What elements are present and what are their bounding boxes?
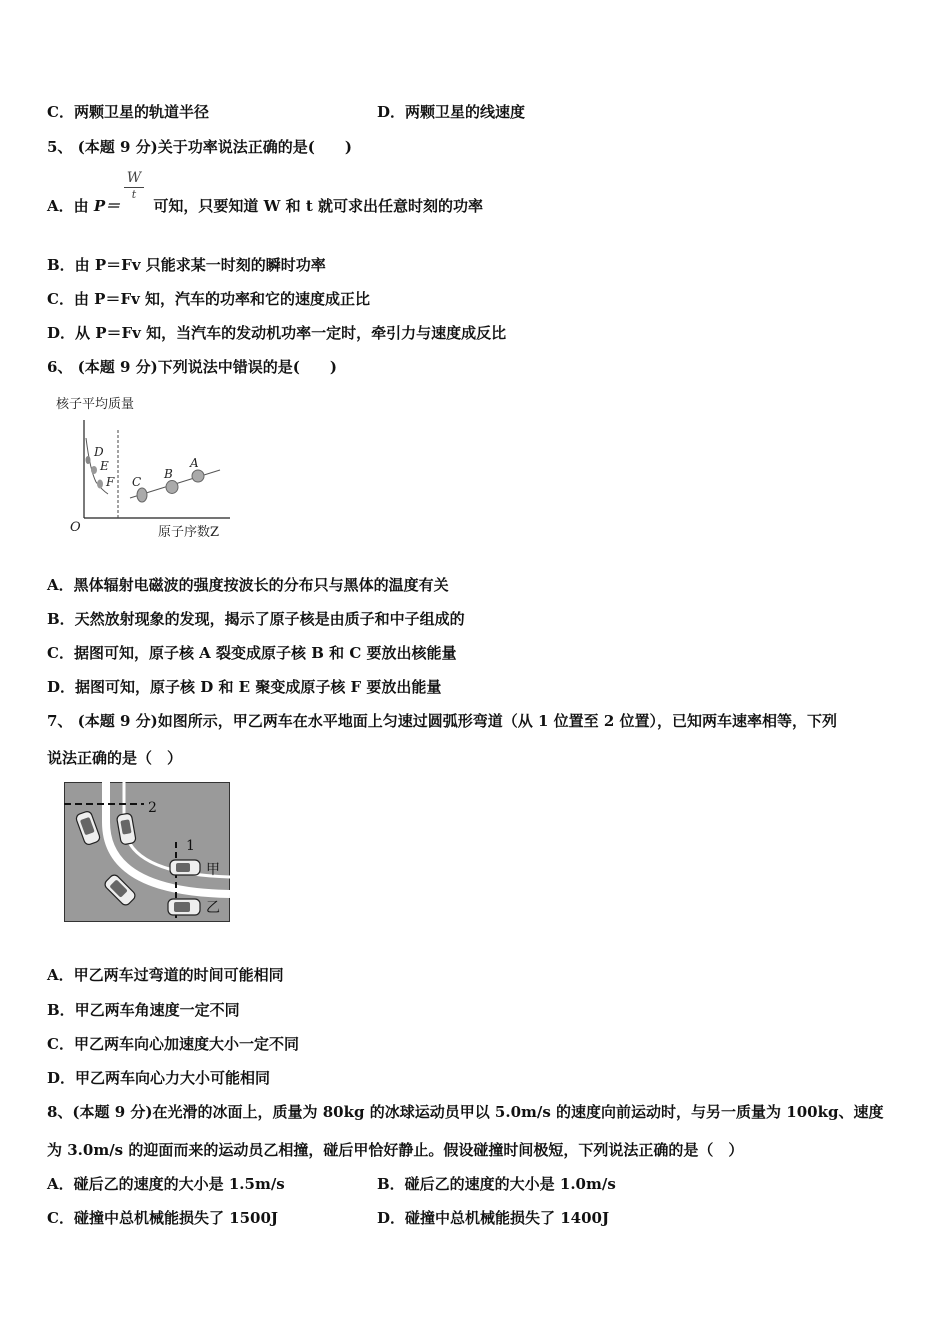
q6-binding-energy-figure <box>50 390 250 545</box>
point-f <box>97 480 103 489</box>
car-jia-start <box>170 860 200 875</box>
label-b: B <box>164 467 173 481</box>
figure-origin: O <box>70 520 81 535</box>
q7-stem-line2: 说法正确的是（ ） <box>47 749 183 767</box>
q5-option-c: C．由 P＝Fv 知，汽车的功率和它的速度成正比 <box>47 290 371 308</box>
q8-option-d: D．碰撞中总机械能损失了 1400J <box>377 1209 610 1227</box>
q6-stem: 6、 (本题 9 分)下列说法中错误的是( ) <box>47 358 337 376</box>
q5-option-a <box>47 196 483 216</box>
q4-option-d: D．两颗卫星的线速度 <box>377 103 526 121</box>
q7-option-a: A．甲乙两车过弯道的时间可能相同 <box>47 966 284 984</box>
label-e: E <box>100 459 109 473</box>
q6-option-b: B．天然放射现象的发现，揭示了原子核是由质子和中子组成的 <box>47 610 465 628</box>
q7-stem-line1: 7、 (本题 9 分)如图所示，甲乙两车在水平地面上匀速过圆弧形弯道（从 1 位置至 2 位置），已知两车速率相等，下列 <box>47 712 838 730</box>
car-yi-label: 乙 <box>206 900 220 916</box>
q5-option-a-suffix: 可知，只要知道 W 和 t 就可求出任意时刻的功率 <box>148 197 484 215</box>
label-a: A <box>190 456 199 470</box>
car-yi-start <box>168 899 200 915</box>
q5-option-a-formula: P＝ <box>93 197 121 215</box>
q5-option-b: B．由 P＝Fv 只能求某一时刻的瞬时功率 <box>47 256 326 274</box>
position-2-label: 2 <box>148 800 157 816</box>
q6-option-d: D．据图可知，原子核 D 和 E 聚变成原子核 F 要放出能量 <box>47 678 442 696</box>
q8-option-c: C．碰撞中总机械能损失了 1500J <box>47 1209 279 1227</box>
q5-power-fraction <box>124 170 144 201</box>
point-e <box>91 466 97 474</box>
q8-stem-line1: 8、(本题 9 分)在光滑的冰面上，质量为 80kg 的冰球运动员甲以 5.0m/s 的速度向前运动时，与另一质量为 100kg、速度 <box>47 1103 884 1121</box>
point-b <box>166 481 178 494</box>
q8-option-a: A．碰后乙的速度的大小是 1.5m/s <box>47 1175 285 1193</box>
q5-option-d: D．从 P＝Fv 知，当汽车的发动机功率一定时，牵引力与速度成反比 <box>47 324 507 342</box>
position-1-label: 1 <box>186 838 195 854</box>
car-jia-label: 甲 <box>206 862 220 878</box>
q7-option-c: C．甲乙两车向心加速度大小一定不同 <box>47 1035 299 1053</box>
label-d: D <box>94 445 104 459</box>
q5-stem: 5、 (本题 9 分)关于功率说法正确的是( ) <box>47 138 352 156</box>
figure-y-label: 核子平均质量 <box>56 397 135 412</box>
point-a <box>192 470 204 482</box>
figure-x-label: 原子序数Z <box>158 525 220 540</box>
q7-option-b: B．甲乙两车角速度一定不同 <box>47 1001 240 1019</box>
q4-option-c: C．两颗卫星的轨道半径 <box>47 103 209 121</box>
q7-curve-road-figure <box>64 782 230 922</box>
q6-option-c: C．据图可知，原子核 A 裂变成原子核 B 和 C 要放出核能量 <box>47 644 457 662</box>
q8-stem-line2: 为 3.0m/s 的迎面而来的运动员乙相撞，碰后甲恰好静止。假设碰撞时间极短，下列说法正确的是（ ） <box>47 1141 744 1159</box>
q6-option-a: A．黑体辐射电磁波的强度按波长的分布只与黑体的温度有关 <box>47 576 449 594</box>
label-f: F <box>106 475 115 489</box>
q5-option-a-prefix: A．由 <box>47 197 94 215</box>
q8-option-b: B．碰后乙的速度的大小是 1.0m/s <box>377 1175 616 1193</box>
fraction-numerator: W <box>126 170 142 186</box>
fraction-denominator: t <box>131 188 137 201</box>
point-d <box>86 456 91 464</box>
label-c: C <box>132 475 142 489</box>
point-c <box>137 488 147 502</box>
q7-option-d: D．甲乙两车向心力大小可能相同 <box>47 1069 271 1087</box>
